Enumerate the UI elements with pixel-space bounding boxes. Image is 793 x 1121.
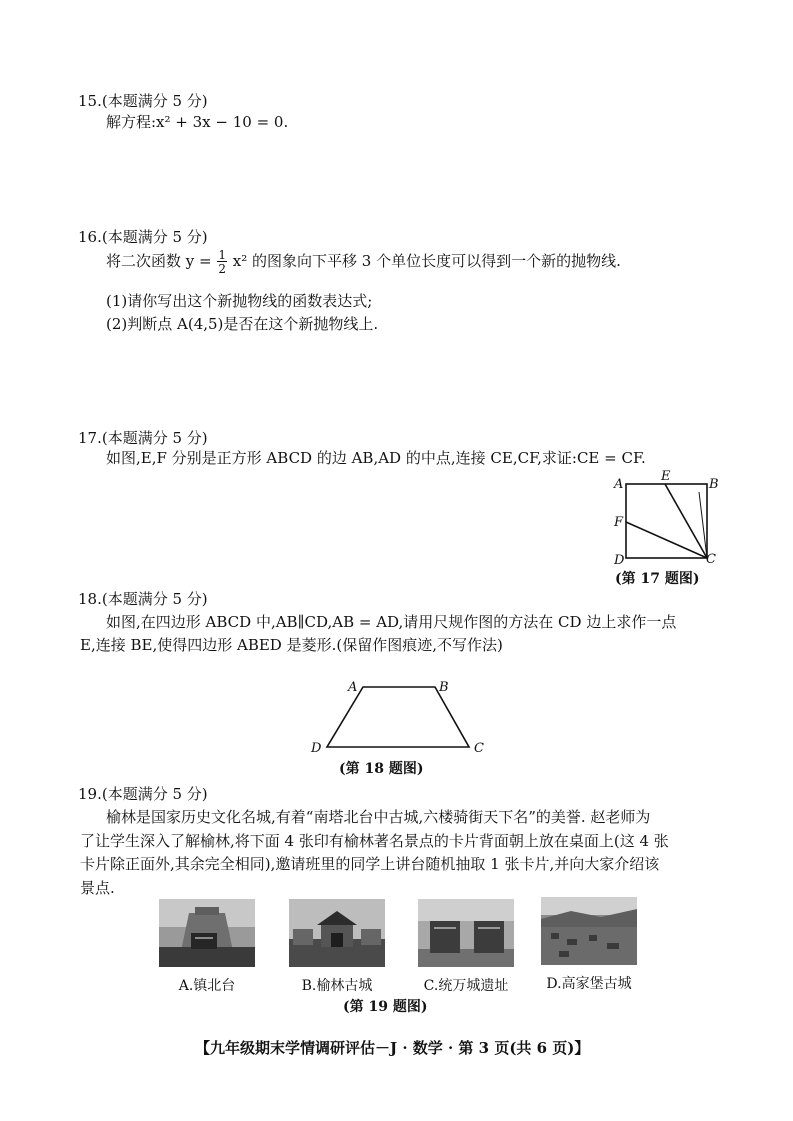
q17-label-e: E: [661, 469, 671, 484]
q19-line4: 景点.: [80, 879, 115, 897]
photo-tongwancheng-ruins: [418, 899, 514, 967]
q18-label-a: A: [348, 680, 358, 695]
q17-header: 17.(本题满分 5 分): [78, 429, 208, 447]
q16-statement-pre: 将二次函数 y =: [106, 252, 212, 270]
q16-part1: (1)请你写出这个新抛物线的函数表达式;: [106, 292, 373, 310]
photo-label-a: A.镇北台: [178, 978, 236, 994]
photo-zhenbeitai-image: [159, 899, 255, 967]
q18-figure: [305, 673, 490, 758]
photo-yulin-ancient-city-image: [289, 899, 385, 967]
q18-header: 18.(本题满分 5 分): [78, 590, 208, 608]
q17-label-f: F: [614, 515, 624, 530]
q18-caption: (第 18 题图): [339, 761, 424, 777]
q17-segment-cf: [626, 522, 707, 558]
photo-yulin-ancient-city: [289, 899, 385, 967]
photo-label-b: B.榆林古城: [301, 978, 373, 994]
q15-equation: 解方程:x² + 3x − 10 = 0.: [106, 113, 289, 131]
photo-gaojiapu-ancient-town-image: [541, 897, 637, 965]
q16-part2: (2)判断点 A(4,5)是否在这个新抛物线上.: [106, 315, 379, 333]
photo-label-c: C.统万城遗址: [423, 978, 509, 994]
photo-gaojiapu-ancient-town: [541, 897, 637, 965]
q16-frac-num: 1: [218, 248, 227, 262]
q16-statement: [106, 249, 621, 275]
q17-statement: 如图,E,F 分别是正方形 ABCD 的边 AB,AD 的中点,连接 CE,CF,求证:CE = CF.: [106, 449, 646, 467]
q19-header: 19.(本题满分 5 分): [78, 785, 208, 803]
q18-trapezoid: [327, 687, 469, 747]
q15-header: 15.(本题满分 5 分): [78, 92, 208, 110]
q17-label-d: D: [614, 553, 625, 568]
page-footer: 【九年级期末学情调研评估－J · 数学 · 第 3 页(共 6 页)】: [195, 1039, 590, 1057]
q16-statement-post: x² 的图象向下平移 3 个单位长度可以得到一个新的抛物线.: [232, 252, 621, 270]
q16-fraction: [217, 249, 227, 275]
q18-label-b: B: [439, 680, 449, 695]
q16-frac-den: 2: [218, 262, 227, 276]
photo-zhenbeitai: [159, 899, 255, 967]
q19-line2: 了让学生深入了解榆林,将下面 4 张印有榆林著名景点的卡片背面朝上放在桌面上(这 4 张: [80, 832, 669, 850]
q17-square: [626, 484, 707, 558]
q18-label-c: C: [474, 741, 484, 756]
q19-caption: (第 19 题图): [343, 999, 428, 1015]
q18-line2: E,连接 BE,使得四边形 ABED 是菱形.(保留作图痕迹,不写作法): [80, 636, 503, 654]
q17-label-a: A: [614, 477, 624, 492]
q18-label-d: D: [311, 741, 322, 756]
q17-label-c: C: [706, 552, 716, 567]
q18-line1: 如图,在四边形 ABCD 中,AB∥CD,AB = AD,请用尺规作图的方法在 CD 边上求作一点: [106, 613, 677, 631]
photo-tongwancheng-ruins-image: [418, 899, 514, 967]
q17-label-b: B: [709, 477, 719, 492]
photo-label-d: D.高家堡古城: [546, 976, 632, 992]
q17-segment-diag: [699, 492, 707, 558]
q19-line3: 卡片除正面外,其余完全相同),邀请班里的同学上讲台随机抽取 1 张卡片,并向大家介绍该: [80, 855, 660, 873]
q17-figure: [605, 466, 725, 571]
q17-segment-ce: [665, 484, 707, 558]
q17-caption: (第 17 题图): [615, 571, 700, 587]
q19-line1: 榆林是国家历史文化名城,有着“南塔北台中古城,六楼骑街天下名”的美誉. 赵老师为: [106, 808, 651, 826]
q16-header: 16.(本题满分 5 分): [78, 228, 208, 246]
